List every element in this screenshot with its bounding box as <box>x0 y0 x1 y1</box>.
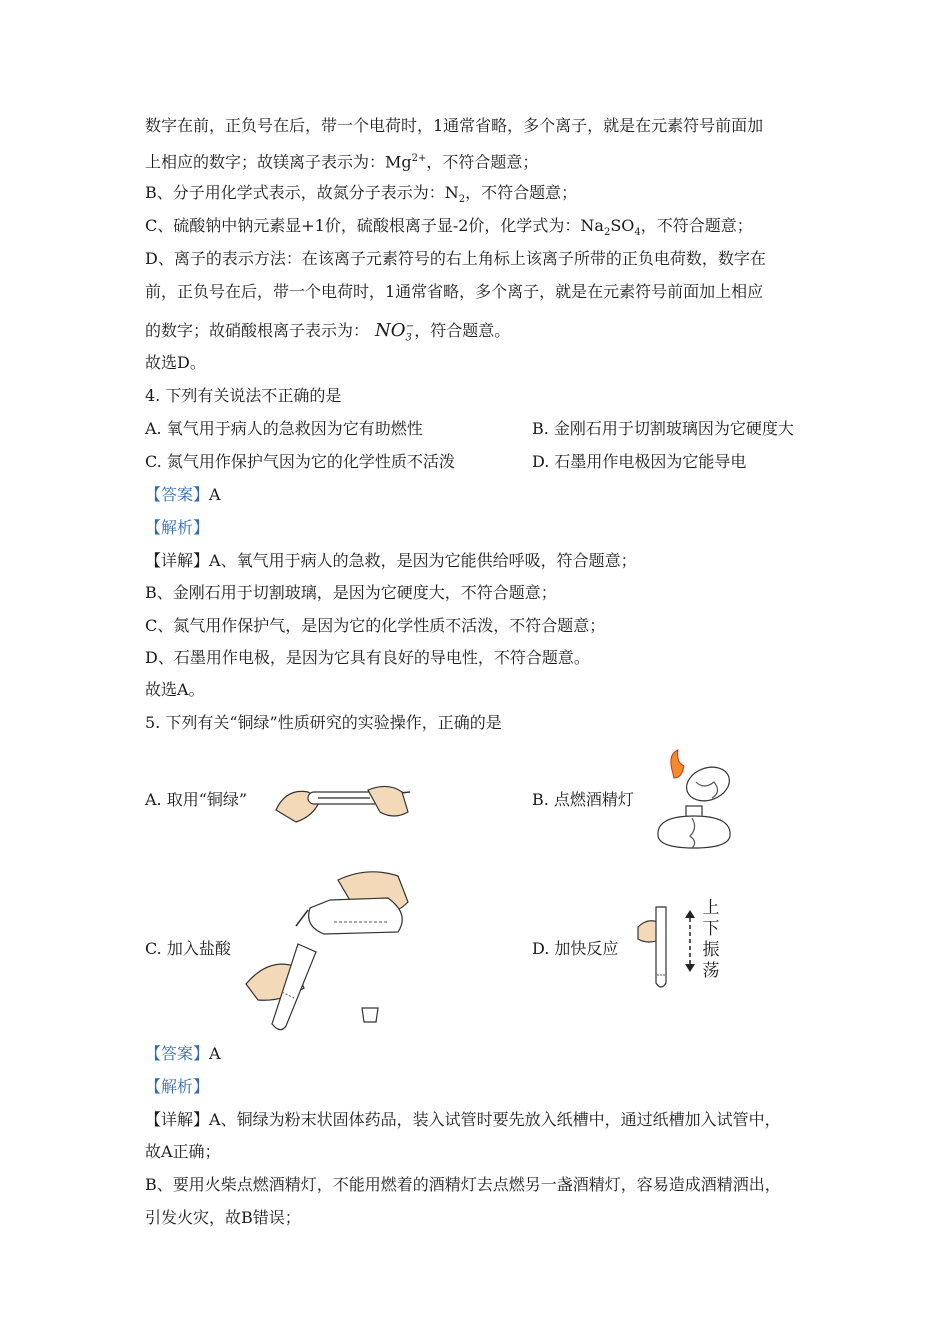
intro-line-d1 <box>145 248 766 270</box>
text: C、硫酸钠中钠元素显+1价，硫酸根离子显-2价，化学式为：Na <box>145 216 604 235</box>
text: 故选A。 <box>145 680 205 699</box>
text: C. 加入盐酸 <box>145 939 231 958</box>
alcohol-lamp-figure <box>638 748 750 854</box>
q4-option-b <box>532 418 794 440</box>
q5-option-c <box>145 938 231 960</box>
text: C、氮气用作保护气，是因为它的化学性质不活泼，不符合题意； <box>145 616 606 635</box>
answer-value: A <box>209 485 221 504</box>
text: A、氧气用于病人的急救，是因为它能供给呼吸，符合题意； <box>209 551 637 570</box>
q4-stem <box>145 385 341 407</box>
text: A. 取用“铜绿” <box>145 790 248 809</box>
shake-label <box>700 898 722 982</box>
q4-option-c <box>145 451 455 473</box>
text: B、要用火柴点燃酒精灯，不能用燃着的酒精灯去点燃另一盏酒精灯，容易造成酒精洒出， <box>145 1175 781 1194</box>
formula-subscript: 3 <box>405 332 412 344</box>
q4-detail-c <box>145 615 605 637</box>
pouring-acid-figure <box>238 862 438 1034</box>
text: D. 加快反应 <box>532 939 619 958</box>
text: SO <box>610 216 635 235</box>
shaking-tube-figure <box>628 905 688 993</box>
formula-main: NO <box>375 320 406 341</box>
superscript: 2+ <box>411 153 427 164</box>
q4-option-a <box>145 418 423 440</box>
analysis-tag: 【解析】 <box>145 1077 210 1096</box>
text: B、分子用化学式表示，故氮分子表示为：N <box>145 183 459 202</box>
text: D. 石墨用作电极因为它能导电 <box>532 452 747 471</box>
intro-line-2 <box>145 148 538 173</box>
text: ，符合题意。 <box>414 321 511 340</box>
q4-analysis <box>145 517 209 539</box>
q4-conclusion <box>145 679 205 701</box>
q4-detail-a <box>145 550 637 572</box>
intro-line-1 <box>145 115 763 137</box>
powder-scoop-figure <box>268 770 418 830</box>
shake-char: 上 <box>702 898 720 918</box>
text: B、金刚石用于切割玻璃，是因为它硬度大，不符合题意； <box>145 583 557 602</box>
answer-tag: 【答案】 <box>145 485 210 504</box>
text: B. 金刚石用于切割玻璃因为它硬度大 <box>532 419 794 438</box>
text: 故A正确； <box>145 1142 221 1161</box>
subscript: 4 <box>634 227 641 239</box>
text: A、铜绿为粉末状固体药品，装入试管时要先放入纸槽中，通过纸槽加入试管中， <box>209 1110 781 1129</box>
text: D、石墨用作电极，是因为它具有良好的导电性，不符合题意。 <box>145 648 590 667</box>
q5-analysis <box>145 1076 209 1098</box>
analysis-tag: 【解析】 <box>145 518 210 537</box>
q4-option-d <box>532 451 746 473</box>
text: 前，正负号在后，带一个电荷时，1通常省略，多个离子，就是在元素符号前面加上相应 <box>145 282 764 301</box>
q4-detail-d <box>145 647 590 669</box>
text: ，不符合题意； <box>640 216 753 235</box>
detail-tag: 【详解】 <box>145 551 210 570</box>
subscript: 2 <box>603 227 611 239</box>
q5-answer <box>145 1043 221 1065</box>
intro-line-d2 <box>145 281 763 303</box>
answer-value: A <box>209 1044 221 1063</box>
text: 的数字；故硝酸根离子表示为： <box>145 321 370 340</box>
answer-tag: 【答案】 <box>145 1044 210 1063</box>
detail-tag: 【详解】 <box>145 1110 210 1129</box>
q5-option-b <box>532 789 634 811</box>
text: 数字在前，正负号在后，带一个电荷时，1通常省略，多个离子，就是在元素符号前面加 <box>145 116 764 135</box>
up-down-arrow-icon <box>684 908 696 974</box>
shake-char: 下 <box>702 919 720 939</box>
intro-line-b <box>145 182 577 211</box>
text: C. 氮气用作保护气因为它的化学性质不活泼 <box>145 452 455 471</box>
q5-option-d <box>532 938 618 960</box>
intro-conclusion <box>145 352 206 374</box>
intro-line-d3 <box>145 316 510 350</box>
text: 上相应的数字；故镁离子表示为：Mg <box>145 152 412 172</box>
text: ，不符合题意； <box>465 183 578 202</box>
q5-stem <box>145 712 502 734</box>
intro-line-c <box>145 215 753 244</box>
text: A. 氧气用于病人的急救因为它有助燃性 <box>145 419 423 438</box>
shake-char: 振 <box>702 940 720 960</box>
text: B. 点燃酒精灯 <box>532 790 634 809</box>
text: 故选D。 <box>145 353 206 372</box>
q4-detail-b <box>145 582 557 604</box>
text: 5. 下列有关“铜绿”性质研究的实验操作，正确的是 <box>145 713 502 732</box>
subscript: 2 <box>458 194 466 206</box>
q5-detail-b2 <box>145 1207 301 1229</box>
shake-char: 荡 <box>702 961 720 981</box>
q5-detail-a1 <box>145 1109 781 1131</box>
q4-answer <box>145 484 221 506</box>
formula-superscript: − <box>405 321 415 332</box>
text: 引发火灾，故B错误； <box>145 1208 301 1227</box>
q5-option-a <box>145 789 247 811</box>
text: D、离子的表示方法：在该离子元素符号的右上角标上该离子所带的正负电荷数，数字在 <box>145 249 766 268</box>
nitrate-formula <box>375 320 415 344</box>
text: 4. 下列有关说法不正确的是 <box>145 386 342 405</box>
q5-detail-b1 <box>145 1174 781 1196</box>
q5-detail-a2 <box>145 1141 221 1163</box>
text: ，不符合题意； <box>426 152 539 172</box>
